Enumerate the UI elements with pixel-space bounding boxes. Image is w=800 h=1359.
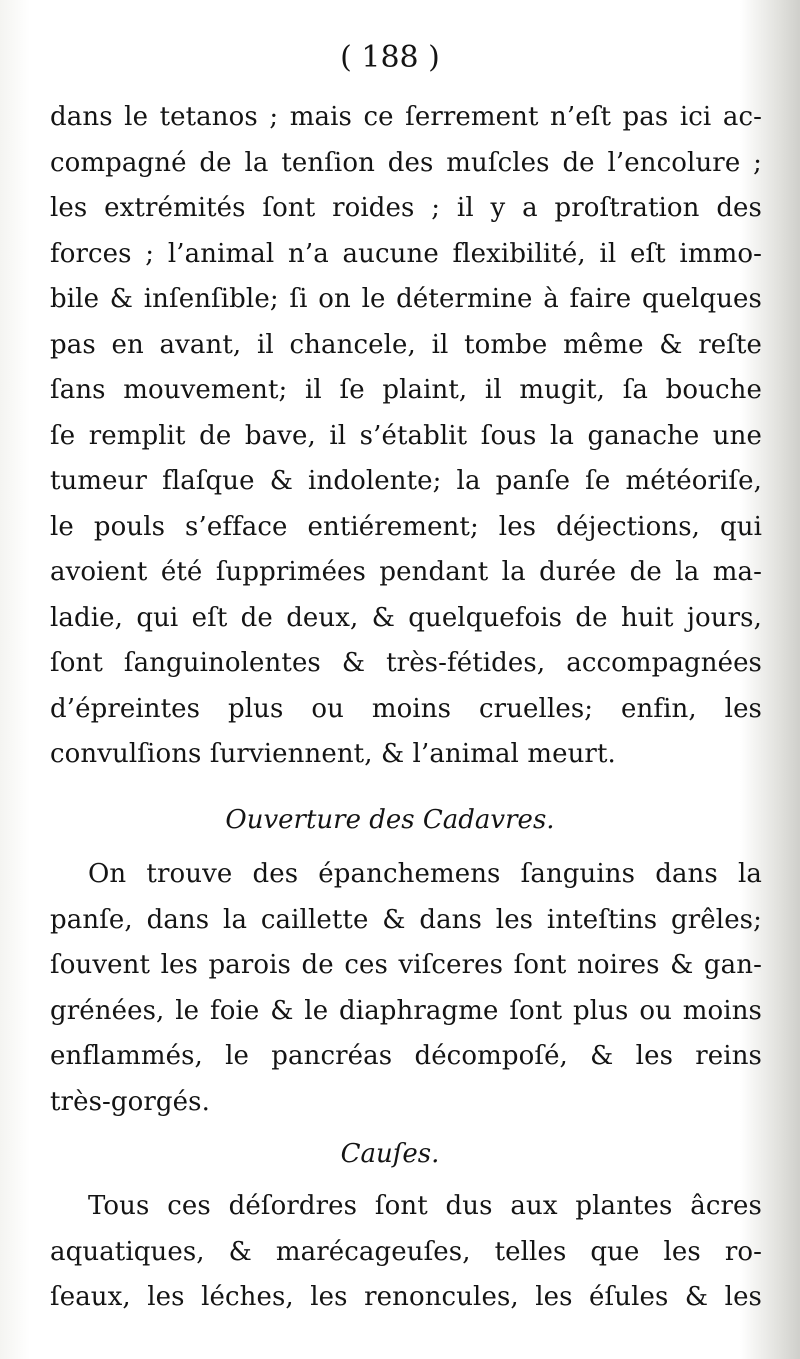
text-line: avoient été ſupprimées pendant la durée de la ma- <box>50 557 762 587</box>
text-line: d’épreintes plus ou moins cruelles; enfin, les <box>50 693 762 724</box>
text-line: enflammés, le pancréas décompoſé, & les reins <box>50 1041 762 1071</box>
text-line: grénées, le foie & le diaphragme ſont plus ou moins <box>50 995 762 1026</box>
text-line: bile & inſenſible; ſi on le détermine à faire quelques <box>50 284 762 314</box>
paragraph-1 <box>50 95 762 778</box>
paragraph-3 <box>50 1184 762 1321</box>
text-line: ſans mouvement; il ſe plaint, il mugit, ſa bouche <box>50 375 762 405</box>
text-line: convulſions ſurviennent, & l’animal meurt. <box>50 739 616 769</box>
text-line: On trouve des épanchemens ſanguins dans la <box>88 859 762 889</box>
text-line: ſont ſanguinolentes & très-fétides, accompagnées <box>50 648 762 678</box>
text-line: ladie, qui eſt de deux, & quelquefois de huit jours, <box>50 602 762 633</box>
text-line: très-gorgés. <box>50 1086 210 1117</box>
text-line: ſe remplit de bave, il s’établit ſous la ganache une <box>50 420 762 451</box>
text-line: aquatiques, & marécageuſes, telles que les ro- <box>50 1236 762 1267</box>
text-line: compagné de la tenſion des muſcles de l’encolure ; <box>50 147 762 178</box>
paragraph-2 <box>50 852 762 1125</box>
text-line: dans le tetanos ; mais ce ſerrement n’eſt pas ici ac- <box>50 102 762 132</box>
page-number: ( 188 ) <box>340 40 440 75</box>
text-line: ſeaux, les léches, les renoncules, les éſules & les <box>50 1282 762 1312</box>
text-line: ſouvent les parois de ces viſceres ſont noires & gan- <box>50 950 762 980</box>
section-heading-causes: Cauſes. <box>340 1139 440 1169</box>
text-line: pas en avant, il chancele, il tombe même & reſte <box>50 329 762 360</box>
text-line: le pouls s’efface entiérement; les déjections, qui <box>50 511 762 542</box>
text-line: tumeur flaſque & indolente; la panſe ſe météoriſe, <box>50 466 762 496</box>
section-heading-ouverture: Ouverture des Cadavres. <box>225 805 555 835</box>
text-line: Tous ces déſordres ſont dus aux plantes âcres <box>88 1191 762 1221</box>
text-line: les extrémités ſont roides ; il y a proſtration des <box>50 193 762 223</box>
text-line: forces ; l’animal n’a aucune flexibilité, il eſt immo- <box>50 238 762 269</box>
text-line: panſe, dans la caillette & dans les inteſtins grêles; <box>50 904 762 935</box>
